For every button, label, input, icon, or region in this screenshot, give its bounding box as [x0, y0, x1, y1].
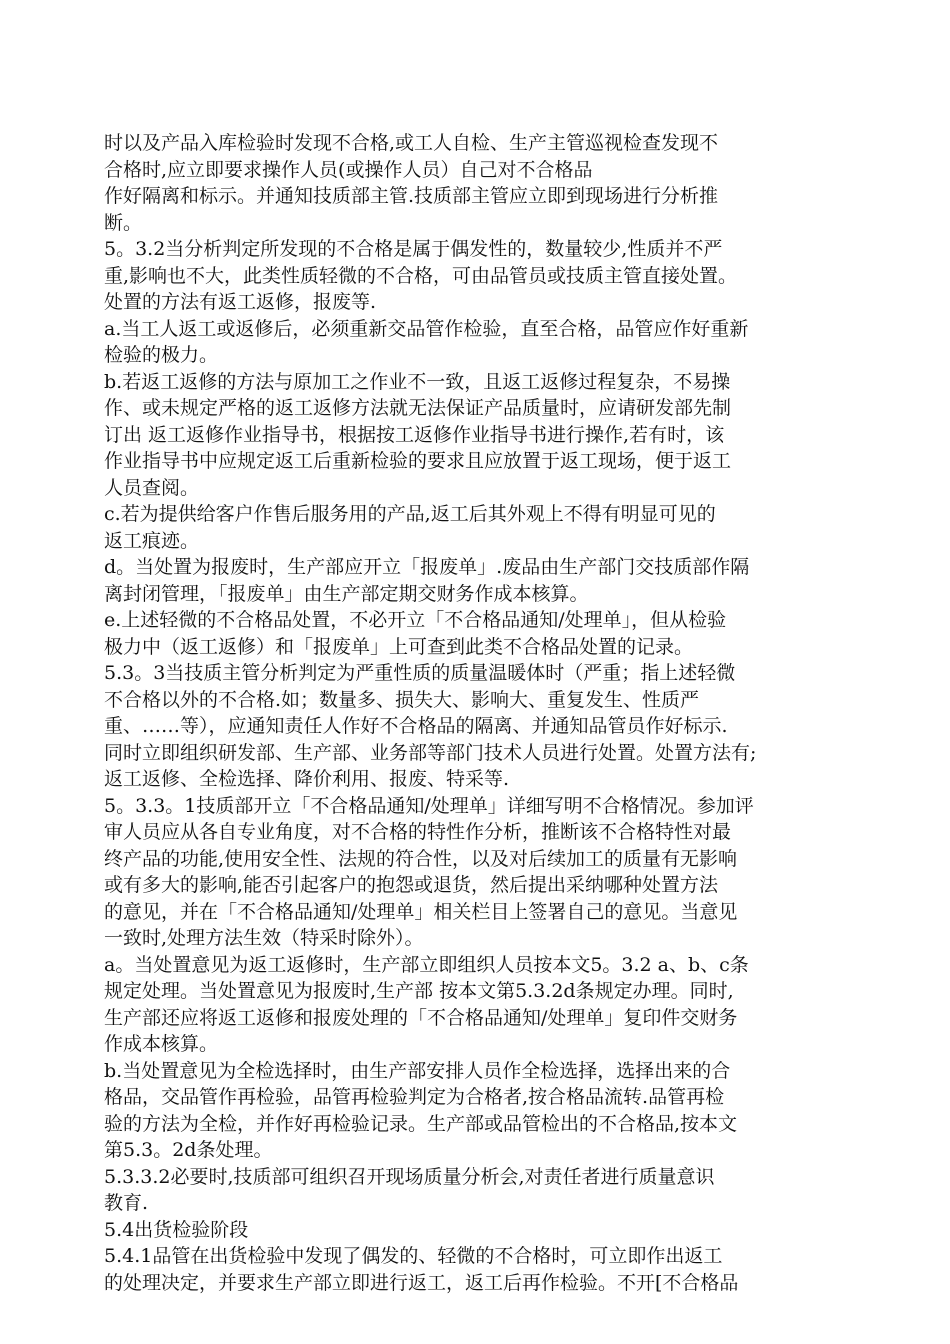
text-line: 规定处理。当处置意见为报废时,生产部 按本文第5.3.2d条规定办理。同时, [104, 980, 734, 1002]
text-line: c.若为提供给客户作售后服务用的产品,返工后其外观上不得有明显可见的 [104, 503, 716, 525]
text-line: 的处理决定，并要求生产部立即进行返工，返工后再作检验。不开[不合格品 [104, 1271, 739, 1294]
text-line: 5。3.3。1技质部开立「不合格品通知/处理单」详细写明不合格情况。参加评 [104, 794, 754, 817]
text-line: 格品，交品管作再检验，品管再检验判定为合格者,按合格品流转.品管再检 [104, 1086, 725, 1108]
text-line: 不合格以外的不合格.如；数量多、损失大、影响大、重复发生、性质严 [104, 688, 700, 711]
text-line: 处置的方法有返工返修，报废等. [104, 291, 377, 313]
text-line: 生产部还应将返工返修和报废处理的「不合格品通知/处理单」复印件交财务 [104, 1006, 738, 1029]
text-line: 的意见，并在「不合格品通知/处理单」相关栏目上签署自己的意见。当意见 [104, 900, 738, 923]
text-line: a.当工人返工或返修后，必须重新交品管作检验，直至合格，品管应作好重新 [104, 317, 749, 340]
text-line: 作好隔离和标示。并通知技质部主管.技质部主管应立即到现场进行分析推 [104, 185, 719, 207]
text-line: 断。 [104, 211, 143, 234]
text-line: 极力中（返工返修）和「报废单」上可查到此类不合格品处置的记录。 [104, 635, 694, 658]
text-line: 人员查阅。 [104, 476, 200, 499]
text-line: 5。3.2当分析判定所发现的不合格是属于偶发性的，数量较少,性质并不严 [104, 238, 723, 260]
text-line: 返工痕迹。 [104, 529, 200, 552]
text-line: b.当处置意见为全检选择时，由生产部安排人员作全检选择，选择出来的合 [104, 1059, 731, 1082]
text-line: 返工返修、全检选择、降价利用、报废、特采等. [104, 768, 510, 790]
text-line: 5.3.3.2必要时,技质部可组织召开现场质量分析会,对责任者进行质量意识 [104, 1165, 715, 1188]
text-line: 审人员应从各自专业角度，对不合格的特性作分析，推断该不合格特性对最 [104, 821, 732, 843]
text-line: 教育. [104, 1192, 149, 1214]
text-line: a。当处置意见为返工返修时，生产部立即组织人员按本文5。3.2 a、b、c条 [104, 953, 749, 976]
text-line: 同时立即组织研发部、生产部、业务部等部门技术人员进行处置。处置方法有; [104, 741, 757, 764]
text-line: 订出 返工返修作业指导书，根据按工返修作业指导书进行操作,若有时，该 [104, 423, 725, 446]
text-line: e.上述轻微的不合格品处置，不必开立「不合格品通知/处理单」，但从检验 [104, 609, 727, 631]
text-line: b.若返工返修的方法与原加工之作业不一致，且返工返修过程复杂，不易操 [104, 370, 731, 393]
text-line: 检验的极力。 [104, 344, 219, 366]
text-line: 合格时,应立即要求操作人员(或操作人员）自己对不合格品 [104, 158, 593, 181]
text-line: 离封闭管理，「报废单」由生产部定期交财务作成本核算。 [104, 582, 589, 605]
text-line: 5.4出货检验阶段 [104, 1218, 249, 1241]
text-line: 作、或未规定严格的返工返修方法就无法保证产品质量时，应请研发部先制 [104, 397, 732, 419]
text-line: 5.4.1品管在出货检验中发现了偶发的、轻微的不合格时，可立即作出返工 [104, 1245, 723, 1267]
text-line: 第5.3。2d条处理。 [104, 1139, 273, 1161]
text-line: 时以及产品入库检验时发现不合格,或工人自检、生产主管巡视检查发现不 [104, 132, 719, 154]
text-line: 作业指导书中应规定返工后重新检验的要求且应放置于返工现场，便于返工 [104, 450, 732, 472]
document-body-text [104, 130, 844, 1296]
text-line: 一致时,处理方法生效（特采时除外）。 [104, 927, 424, 949]
text-line: d。当处置为报废时，生产部应开立「报废单」.废品由生产部门交技质部作隔 [104, 556, 750, 578]
text-line: 终产品的功能,使用安全性、法规的符合性，以及对后续加工的质量有无影响 [104, 847, 738, 870]
text-line: 验的方法为全检，并作好再检验记录。生产部或品管检出的不合格品,按本文 [104, 1112, 738, 1135]
text-line: 重、……等），应通知责任人作好不合格品的隔离、并通知品管员作好标示. [104, 715, 728, 737]
text-line: 重,影响也不大，此类性质轻微的不合格，可由品管员或技质主管直接处置。 [104, 264, 738, 287]
text-line: 或有多大的影响,能否引起客户的抱怨或退货，然后提出采纳哪种处置方法 [104, 874, 719, 896]
text-line: 5.3。3当技质主管分析判定为严重性质的质量温暖体时（严重；指上述轻微 [104, 662, 736, 684]
text-line: 作成本核算。 [104, 1033, 219, 1055]
